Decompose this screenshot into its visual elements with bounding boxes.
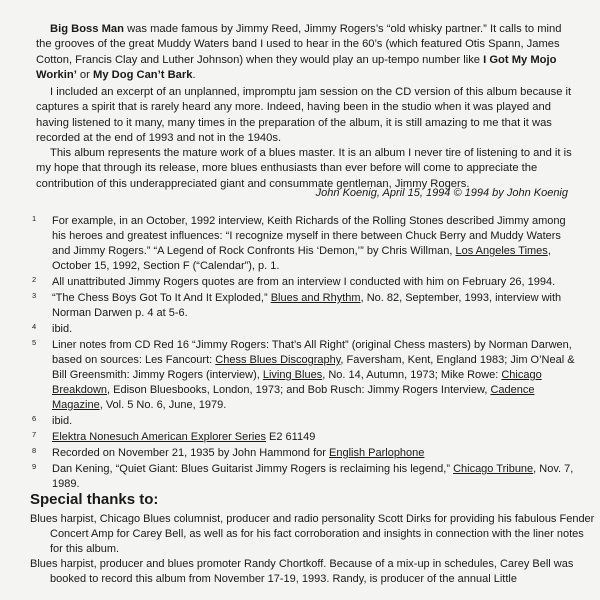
footnote-8 <box>30 446 578 461</box>
citation-title: Chicago Tribune <box>453 463 534 475</box>
citation-title: Chicago Breakdown <box>52 369 542 396</box>
footnote-text: All unattributed Jimmy Rogers quotes are from an interview I conducted with him on February 26, 1994. <box>52 276 556 288</box>
citation-title: Blues and Rhythm <box>270 292 361 304</box>
footnote-number: 1 <box>32 214 37 223</box>
footnote-text: , October 15, 1992, Section F (“Calendar”), p. 1. <box>52 245 551 272</box>
footnote-number: 2 <box>32 275 37 284</box>
footnote-text: , No. 82, September, 1993, interview with Norman Darwen p. 4 at 5-6. <box>52 292 562 319</box>
footnotes <box>30 214 578 493</box>
citation-title: Los Angeles Times <box>455 245 548 257</box>
footnote-text: , Vol. 5 No. 6, June, 1979. <box>99 399 227 411</box>
footnote-text: E2 61149 <box>265 431 316 443</box>
footnote-number: 9 <box>32 462 37 471</box>
footnote-text: , No. 14, Autumn, 1973; Mike Rowe: <box>322 369 502 381</box>
footnote-1 <box>30 214 578 274</box>
footnote-text: , Nov. 7, 1989. <box>52 463 574 490</box>
song-title-big-boss-man: Big Boss Man <box>50 23 124 35</box>
footnote-number: 6 <box>32 414 37 423</box>
signoff: John Koenig, April 15, 1994 © 1994 by John Koenig <box>315 187 568 199</box>
footnote-text: Liner notes from CD Red 16 “Jimmy Rogers: That’s All Right” (original Chess masters) by Norman Darwen, based on sources: Les Fancourt: <box>52 339 572 366</box>
footnote-text: , Edison Bluesbooks, London, 1973; and Bob Rusch: Jimmy Rogers Interview, <box>107 384 491 396</box>
footnote-text: , Faversham, Kent, England 1983; Jim O’Neal & Bill Greensmith: Jimmy Rogers (interview), <box>52 354 575 381</box>
song-title-mojo: I Got My Mojo Workin’ <box>36 53 557 82</box>
footnote-3 <box>30 291 578 321</box>
footnote-2 <box>30 275 578 290</box>
intro-paragraph-1-text-2: or <box>76 69 93 82</box>
intro-paragraph-2: I included an excerpt of an unplanned, impromptu jam session on the CD version of this album because it captures a spirit that is rarely heard any more. Indeed, having been in the studio when it was played and having listened to it many, many times in the preparation of the album, it is still amazing to me that it was recorded at the end of 1993 and not in the 1940s. <box>36 86 572 145</box>
thanks-item-1: Blues harpist, Chicago Blues columnist, producer and radio personality Scott Dirks for providing his fabulous Fender Concert Amp for Carey Bell, as well as for his fact corroboration and insights in connection with the liner notes for this album. <box>30 513 595 555</box>
citation-title: Elektra Nonesuch American Explorer Series <box>52 431 266 443</box>
intro-paragraph-1-text: was made famous by Jimmy Reed, Jimmy Rogers’s “old whisky partner.” It calls to mind the grooves of the great Muddy Waters band I used to hear in the 60’s (which featured Otis Spann, James Cotton, Francis Clay and Luther Johnson) when they would play an up-tempo number like <box>36 23 562 66</box>
footnote-9 <box>30 462 578 492</box>
footnote-number: 7 <box>32 430 37 439</box>
citation-title: Living Blues <box>262 369 323 381</box>
footnote-number: 8 <box>32 446 37 455</box>
intro-paragraph-3: This album represents the mature work of a blues master. It is an album I never tire of listening to and it is my hope that through its release, more blues enthusiasts than ever before will come to appreciate the contribution of this underappreciated giant and consummate gentleman, Jimmy Rogers. <box>36 147 572 190</box>
footnote-number: 5 <box>32 338 37 347</box>
citation-title: Cadence Magazine <box>52 384 535 411</box>
footnote-4 <box>30 322 578 337</box>
special-thanks-heading: Special thanks to: <box>30 491 159 508</box>
footnote-number: 4 <box>32 322 37 331</box>
footnote-7 <box>30 430 578 445</box>
footnote-text: “The Chess Boys Got To It And It Exploded,” <box>52 292 271 304</box>
song-title-dog: My Dog Can’t Bark <box>93 69 193 82</box>
footnote-number: 3 <box>32 291 37 300</box>
footnote-6 <box>30 414 578 429</box>
thanks-item-2: Blues harpist, producer and blues promoter Randy Chortkoff. Because of a mix-up in schedules, Carey Bell was booked to record this album from November 17-19, 1993. Randy, is producer of the annual Little <box>30 558 574 585</box>
intro-paragraph-1 <box>36 22 576 84</box>
intro-paragraph-1-text-3: . <box>192 69 196 82</box>
footnote-text: ibid. <box>52 415 73 427</box>
footnote-text: Recorded on November 21, 1935 by John Hammond for <box>52 447 329 459</box>
footnote-5 <box>30 338 578 413</box>
footnote-text: ibid. <box>52 323 73 335</box>
footnote-text: For example, in an October, 1992 interview, Keith Richards of the Rolling Stones described Jimmy among his heroes and greatest influences: “I recognize myself in there between Chuck Berry and Muddy Waters and Jimmy Rogers.” “A Legend of Rock Confronts His ‘Demon,’” by Chris Willman, <box>52 215 566 257</box>
footnote-text: Dan Kening, “Quiet Giant: Blues Guitarist Jimmy Rogers is reclaiming his legend,” <box>52 463 454 475</box>
citation-title: Chess Blues Discography <box>215 354 341 366</box>
citation-title: English Parlophone <box>329 447 425 459</box>
